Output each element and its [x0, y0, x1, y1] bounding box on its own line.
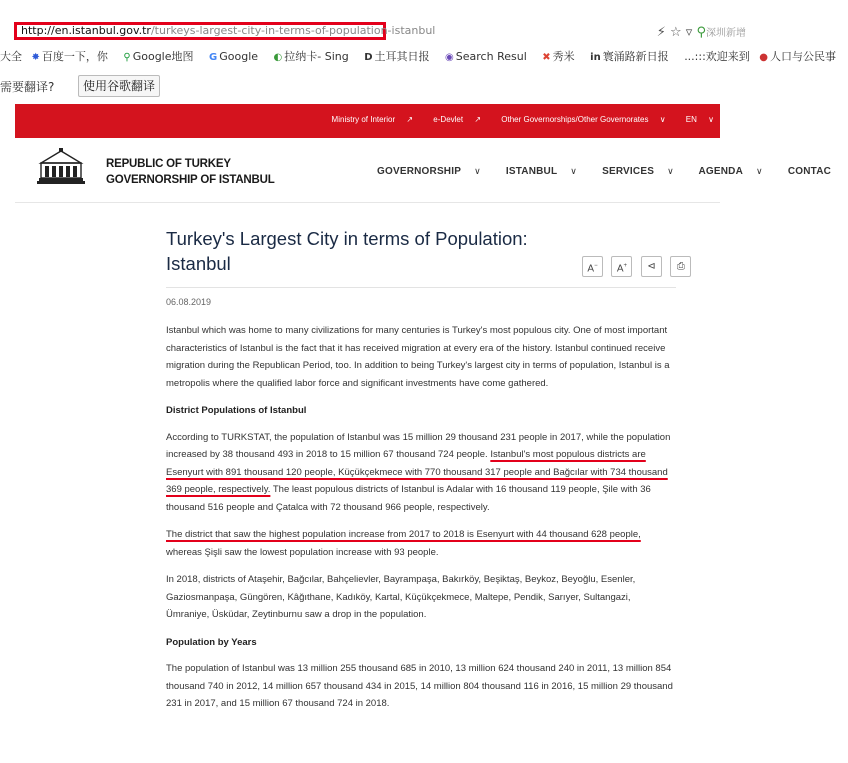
- url-host: http://en.istanbul.gov.tr: [21, 24, 151, 37]
- site-header: [15, 138, 832, 203]
- search-result-icon: ◉: [445, 52, 454, 63]
- google-translate-button[interactable]: 使用谷歌翻译: [78, 75, 160, 97]
- site-name-line1: REPUBLIC OF TURKEY: [106, 158, 231, 170]
- share-icon[interactable]: ⊲: [641, 256, 662, 277]
- site-name-line2: GOVERNORSHIP OF ISTANBUL: [106, 174, 275, 186]
- google-icon: G: [209, 52, 218, 63]
- highlighted-text: Istanbul's most populous districts are Esenyurt with 891 thousand 120 people, Küçükçekmece with 770 thousand 317 people and Bağcılar with 734 thousand 369 people, respectively.: [166, 449, 668, 495]
- translate-bar: [0, 72, 746, 100]
- section-heading-districts: District Populations of Istanbul: [166, 405, 307, 416]
- news-icon: D: [364, 52, 373, 63]
- browser-address-bar: [0, 0, 746, 44]
- population-icon: ●: [759, 52, 769, 63]
- external-link-icon: ↗: [474, 115, 482, 124]
- chevron-down-icon: ∨: [570, 166, 578, 176]
- chevron-down-icon: ∨: [474, 166, 481, 176]
- decline-paragraph: In 2018, districts of Ataşehir, Bağcılar, Bahçelievler, Bayrampaşa, Bakırköy, Beşiktaş, Beykoz, Beyoğlu, Esenler, Gaziosmanpaşa, Güngören, Kâğıthane, Kadıköy, Kartal, Küçükçekmece, Maltepe, Pendik, Sarıyer, Sultangazi, Ümraniye, Üsküdar, Zeytinburnu saw a drop in the population.: [166, 574, 636, 620]
- bookmark-item[interactable]: ...:::欢迎来到: [684, 50, 750, 63]
- site-name[interactable]: [106, 156, 275, 188]
- search-icon[interactable]: ⚲: [696, 25, 706, 40]
- highlighted-text: The district that saw the highest population increase from 2017 to 2018 is Esenyurt with 44 thousand 628 people,: [166, 529, 641, 540]
- translate-question: 需要翻译?: [0, 80, 55, 94]
- bookmark-item[interactable]: ⚲ Google地图: [123, 50, 194, 63]
- decrease-font-button[interactable]: A−: [582, 256, 603, 277]
- nav-istanbul[interactable]: ISTANBUL ∨: [505, 166, 578, 177]
- bookmark-item[interactable]: ● 人口与公民事: [759, 50, 837, 63]
- years-paragraph: The population of Istanbul was 13 million 255 thousand 685 in 2010, 13 million 624 thousand 240 in 2011, 13 million 854 thousand 740 in 2012, 14 million 657 thousand 434 in 2015, 14 million 804 thousand 116 in 2016, 15 million 29 thousand 231 in 2017, and 15 million 67 thousand 724 in 2018.: [166, 663, 673, 709]
- language-selector[interactable]: EN ∨: [685, 115, 714, 124]
- bookmark-item[interactable]: G Google: [209, 50, 259, 63]
- nav-governorship[interactable]: GOVERNORSHIP ∨: [377, 166, 481, 177]
- star-icon[interactable]: ☆: [670, 25, 682, 40]
- article-title: Turkey's Largest City in terms of Population: Istanbul: [166, 228, 528, 274]
- top-utility-bar: [15, 104, 720, 138]
- bookmark-item[interactable]: ◉ Search Resul: [445, 50, 527, 63]
- increase-font-button[interactable]: A+: [611, 256, 632, 277]
- section-heading-years: Population by Years: [166, 636, 257, 648]
- increase-paragraph: The district that saw the highest population increase from 2017 to 2018 is Esenyurt with 44 thousand 628 people, whereas Şişli saw the lowest population increase with 93 people.: [166, 529, 641, 558]
- intro-paragraph: Istanbul which was home to many civilizations for many centuries is Turkey's most populous city. One of most important characteristics of Istanbul is the fact that it has received migration at every era of the history. Istanbul continued receive migration during the Republican Period, too. In addition to being Turkey's largest city in terms of population, Istanbul is a metropolis where the qualified labor force and significant investments have come gathered.: [166, 325, 670, 389]
- chevron-down-icon[interactable]: ▿: [685, 25, 693, 40]
- chevron-down-icon: ∨: [708, 115, 714, 124]
- e-devlet-link[interactable]: e-Devlet ↗: [433, 115, 482, 124]
- url-field[interactable]: [14, 22, 436, 40]
- bookmark-item[interactable]: 大全: [0, 50, 22, 63]
- chevron-down-icon: ∨: [756, 166, 763, 176]
- chevron-down-icon: ∨: [659, 115, 666, 124]
- main-nav: [377, 166, 842, 177]
- nav-services[interactable]: SERVICES ∨: [602, 166, 674, 177]
- title-divider: [166, 287, 676, 288]
- bookmarks-bar: [0, 48, 837, 68]
- article-header: [166, 226, 685, 276]
- chevron-down-icon: ∨: [667, 166, 674, 176]
- linkedin-icon: in: [590, 52, 601, 63]
- article-tools: [578, 256, 691, 277]
- lightning-icon[interactable]: ⚡: [656, 25, 666, 40]
- bookmark-icon: ◐: [273, 52, 283, 63]
- utility-links: [314, 115, 714, 124]
- xiumi-icon: ✖: [542, 52, 551, 63]
- article-body: [166, 322, 676, 723]
- other-governorships-link[interactable]: Other Governorships/Other Governorates ∨: [501, 115, 666, 124]
- nav-contact[interactable]: CONTAC: [787, 166, 832, 177]
- bookmark-item[interactable]: in 寰涌路新日报: [590, 50, 669, 63]
- baidu-icon: ✸: [31, 52, 40, 63]
- governorship-building-logo[interactable]: [35, 148, 87, 188]
- ministry-of-interior-link[interactable]: Ministry of Interior ↗: [331, 115, 414, 124]
- address-bar-icons: [657, 24, 746, 40]
- print-icon[interactable]: ⎙: [670, 256, 691, 277]
- browser-search-input[interactable]: 深圳新增: [706, 28, 746, 39]
- nav-agenda[interactable]: AGENDA ∨: [698, 166, 763, 177]
- bookmark-item[interactable]: ◐ 拉纳卡- Sing: [273, 50, 349, 63]
- external-link-icon: ↗: [406, 115, 414, 124]
- article-date: 06.08.2019: [166, 297, 212, 307]
- map-pin-icon: ⚲: [123, 52, 131, 63]
- bookmark-item[interactable]: ✸ 百度一下，你: [31, 50, 108, 63]
- url-path: /turkeys-largest-city-in-terms-of-population-istanbul: [150, 24, 436, 37]
- district-paragraph: According to TURKSTAT, the population of Istanbul was 15 million 29 thousand 231 people in 2017, while the population increased by 38 thousand 493 in 2018 to 15 million 67 thousand 724 people. Istanbul's most populous districts are Esenyurt with 891 thousand 120 people, Küçükçekmece with 770 thousand 317 people and Bağcılar with 734 thousand 369 people, respectively. The least populous districts of Istanbul is Adalar with 16 thousand 119 people, Şile with 36 thousand 516 people and Çatalca with 72 thousand 966 people, respectively.: [166, 431, 671, 513]
- bookmark-item[interactable]: ✖ 秀米: [542, 50, 575, 63]
- bookmark-item[interactable]: D 土耳其日报: [364, 50, 430, 63]
